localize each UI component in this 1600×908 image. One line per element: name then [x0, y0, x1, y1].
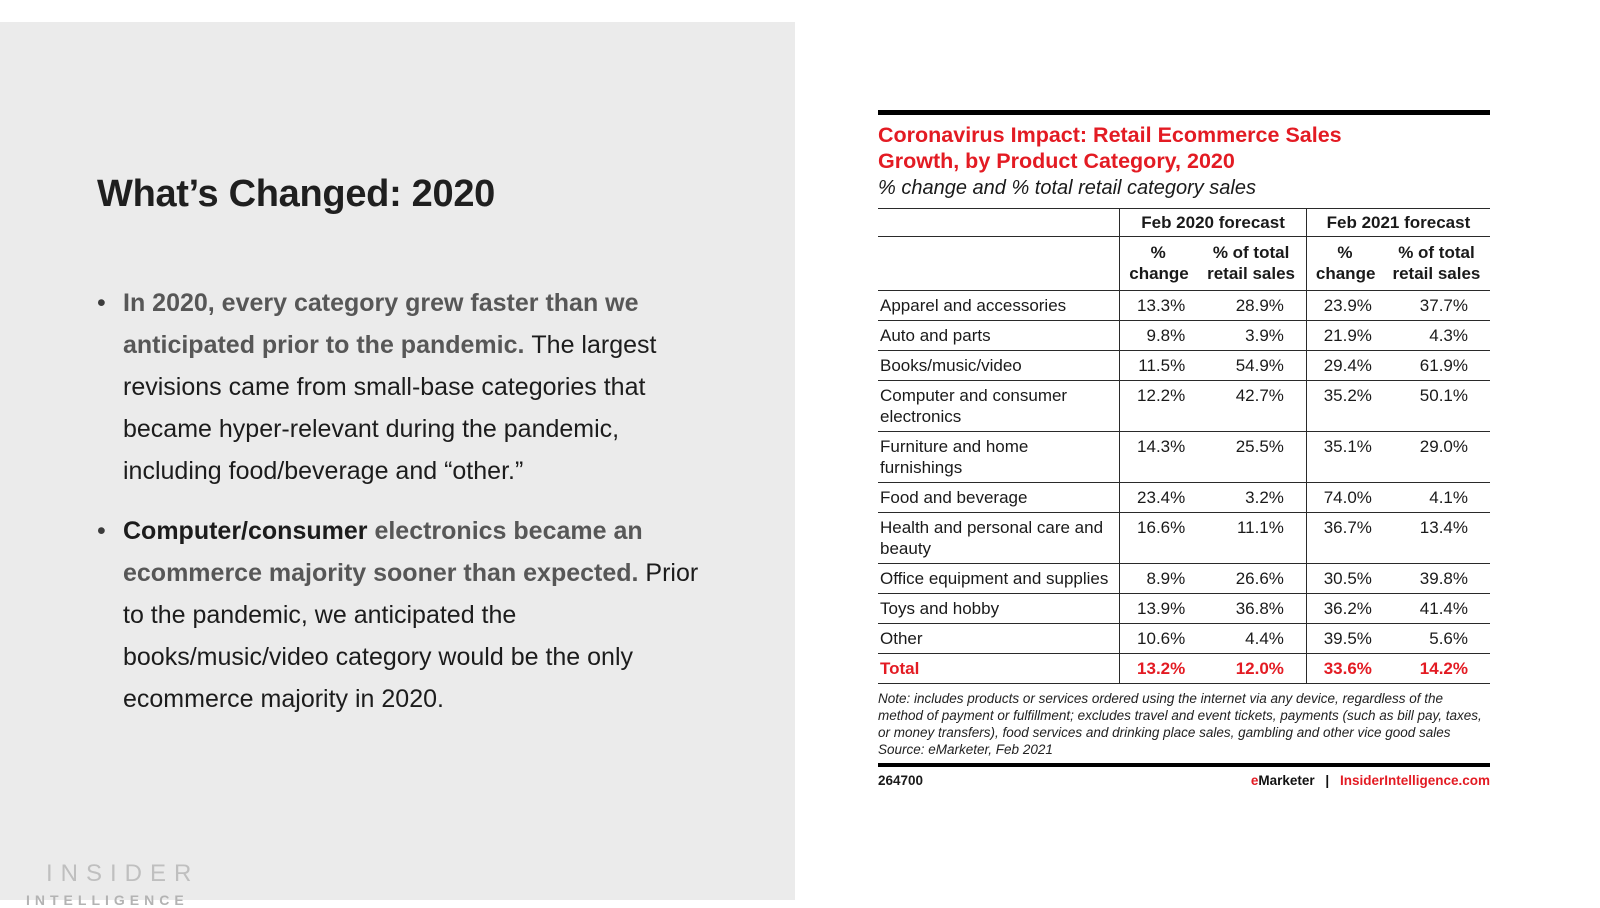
emarketer-logo: eMarketer: [1250, 773, 1315, 788]
category-cell: Books/music/video: [880, 356, 1022, 375]
table-row: [878, 624, 1490, 654]
chart-top-rule: [878, 110, 1490, 115]
table-row: [878, 594, 1490, 624]
bullet-segment: The largest revisions came from small-base categories that became hyper-relevant during the pandemic, including food/beverage and “other.”: [123, 331, 657, 485]
bullet-segment: In 2020, every category grew faster than we anticipated prior to the pandemic.: [123, 289, 639, 359]
footer-separator: |: [1325, 773, 1330, 788]
table-row: [878, 381, 1490, 432]
bullet-text: [123, 510, 703, 720]
category-cell: Other: [880, 629, 923, 648]
value-cell: 13.3%: [1120, 291, 1197, 321]
value-cell: 29.4%: [1306, 351, 1383, 381]
value-cell: 9.8%: [1120, 321, 1197, 351]
table-total-row: [878, 654, 1490, 684]
value-cell: 16.6%: [1120, 513, 1197, 564]
table-row: [878, 321, 1490, 351]
bullet-item: [97, 282, 703, 492]
value-cell: 12.0%: [1235, 659, 1284, 678]
value-cell: 4.3%: [1429, 326, 1468, 345]
value-cell: 11.5%: [1120, 351, 1197, 381]
value-cell: 14.2%: [1419, 659, 1468, 678]
logo-line-insider: INSIDER: [46, 860, 200, 887]
value-cell: 4.4%: [1245, 629, 1284, 648]
value-cell: 61.9%: [1419, 356, 1468, 375]
value-cell: 36.2%: [1306, 594, 1383, 624]
value-cell: 8.9%: [1120, 564, 1197, 594]
value-cell: 33.6%: [1306, 654, 1383, 684]
category-cell: Food and beverage: [880, 488, 1028, 507]
value-cell: 21.9%: [1306, 321, 1383, 351]
value-cell: 30.5%: [1306, 564, 1383, 594]
value-cell: 13.2%: [1120, 654, 1197, 684]
chart-credit: [1251, 773, 1490, 788]
value-cell: 23.4%: [1120, 483, 1197, 513]
value-cell: 13.9%: [1120, 594, 1197, 624]
value-cell: 11.1%: [1236, 518, 1284, 537]
value-cell: 29.0%: [1419, 437, 1468, 456]
bullet-segment: electronics became an ecommerce majority sooner than expected.: [123, 517, 646, 587]
value-cell: 37.7%: [1419, 296, 1468, 315]
insider-intelligence-link[interactable]: InsiderIntelligence.com: [1339, 773, 1490, 788]
value-cell: 41.4%: [1419, 599, 1468, 618]
table-row: [878, 564, 1490, 594]
value-cell: 25.5%: [1235, 437, 1284, 456]
value-cell: 10.6%: [1120, 624, 1197, 654]
value-cell: 39.5%: [1306, 624, 1383, 654]
chart-title: [878, 122, 1490, 174]
table-body: [878, 291, 1490, 684]
chart-title-line1: Coronavirus Impact: Retail Ecommerce Sales: [878, 123, 1342, 147]
value-cell: 12.2%: [1120, 381, 1197, 432]
bullet-marker: •: [97, 289, 106, 317]
chart-panel: [878, 110, 1490, 788]
category-cell: Office equipment and supplies: [880, 569, 1109, 588]
bullet-segment: Computer/consumer: [123, 517, 375, 545]
table-row: [878, 483, 1490, 513]
bullet-item: [97, 510, 703, 720]
corner-cell: [878, 209, 1120, 237]
value-cell: 3.2%: [1245, 488, 1284, 507]
insider-intelligence-logo: [26, 860, 199, 908]
sub-header-row: [878, 237, 1490, 291]
chart-title-line2: Growth, by Product Category, 2020: [878, 149, 1235, 173]
data-table: [878, 208, 1490, 684]
value-cell: 13.4%: [1419, 518, 1468, 537]
category-cell: Total: [880, 659, 920, 678]
column-group-header-feb2020: Feb 2020 forecast: [1120, 209, 1307, 237]
category-cell: Auto and parts: [880, 326, 991, 345]
bullet-marker: •: [97, 517, 106, 545]
value-cell: 50.1%: [1419, 386, 1468, 405]
value-cell: 23.9%: [1306, 291, 1383, 321]
value-cell: 5.6%: [1429, 629, 1468, 648]
column-group-header-feb2021: Feb 2021 forecast: [1306, 209, 1490, 237]
logo-line-intelligence: INTELLIGENCE: [26, 892, 189, 908]
table-row: [878, 291, 1490, 321]
chart-subtitle: % change and % total retail category sales: [878, 177, 1256, 199]
value-cell: 54.9%: [1235, 356, 1284, 375]
bullet-segment: Prior to the pandemic, we anticipated the books/music/video category would be the only ecommerce majority in 2020.: [123, 559, 699, 713]
category-cell: Furniture and home furnishings: [880, 437, 1029, 477]
value-cell: 4.1%: [1429, 488, 1468, 507]
chart-id: 264700: [878, 773, 924, 788]
value-cell: 3.9%: [1245, 326, 1284, 345]
sub-column-header-change: % change: [1306, 237, 1383, 291]
value-cell: 28.9%: [1235, 296, 1284, 315]
value-cell: 36.7%: [1306, 513, 1383, 564]
chart-source: Source: eMarketer, Feb 2021: [878, 742, 1053, 757]
bullet-text: [123, 282, 703, 492]
category-cell: Health and personal care and beauty: [880, 518, 1104, 558]
table-row: [878, 351, 1490, 381]
slide-title: What’s Changed: 2020: [97, 173, 496, 215]
sub-column-header-total-retail: % of total retail sales: [1207, 243, 1296, 283]
category-cell: Apparel and accessories: [880, 296, 1067, 315]
bullet-list: [97, 282, 703, 738]
value-cell: 35.1%: [1306, 432, 1383, 483]
value-cell: 26.6%: [1235, 569, 1284, 588]
table-row: [878, 513, 1490, 564]
sub-column-header-total-retail: % of total retail sales: [1392, 243, 1481, 283]
category-cell: Computer and consumer electronics: [880, 386, 1068, 426]
table-row: [878, 432, 1490, 483]
chart-footer: [878, 763, 1490, 788]
chart-note: Note: includes products or services ordered using the internet via any device, regardless of the method of payment or fulfillment; excludes travel and event tickets, payments (such as bill pay, taxes, or money transfers), food services and drinking place sales, gambling and other vice good sales: [878, 691, 1482, 740]
category-cell: Toys and hobby: [880, 599, 1000, 618]
value-cell: 14.3%: [1120, 432, 1197, 483]
value-cell: 42.7%: [1235, 386, 1284, 405]
value-cell: 39.8%: [1419, 569, 1468, 588]
slide-text-panel: [0, 22, 795, 908]
value-cell: 35.2%: [1306, 381, 1383, 432]
value-cell: 36.8%: [1235, 599, 1284, 618]
corner-cell: [878, 237, 1120, 291]
value-cell: 74.0%: [1306, 483, 1383, 513]
sub-column-header-change: % change: [1120, 237, 1197, 291]
column-group-row: [878, 209, 1490, 237]
